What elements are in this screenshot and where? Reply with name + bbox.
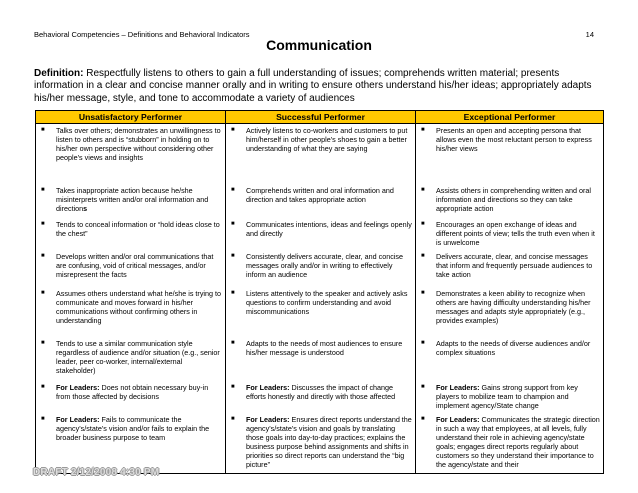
list-item — [229, 415, 412, 469]
list-item — [419, 186, 600, 213]
definition-paragraph — [34, 68, 604, 105]
cell-successful — [226, 218, 416, 250]
table-row — [36, 287, 604, 337]
bullet-icon: ■ — [421, 416, 425, 422]
table-row — [36, 381, 604, 413]
list-item — [229, 289, 412, 316]
cell-exceptional — [416, 413, 604, 474]
list-item — [419, 126, 600, 153]
bullet-icon: ■ — [421, 187, 425, 193]
bullet-icon: ■ — [231, 187, 235, 193]
cell-text — [436, 186, 600, 213]
indicator-text: Does not obtain necessary buy-in from those affected by decisions — [56, 383, 209, 401]
leaders-label: For Leaders: — [246, 383, 290, 392]
indicator-text: Tends to use a similar communication style regardless of audience and/or situation (e.g., senior leader, peer co-worker, internal/external stakeholder) — [56, 339, 220, 375]
bullet-icon: ■ — [41, 416, 45, 422]
indicator-text: Discusses the impact of change efforts honestly and directly with those affected — [246, 383, 396, 401]
list-item — [419, 289, 600, 325]
cell-text — [436, 252, 600, 279]
table-row — [36, 218, 604, 250]
list-item — [229, 339, 412, 357]
column-header-unsatisfactory: Unsatisfactory Performer — [36, 111, 226, 124]
list-item — [39, 186, 222, 213]
cell-unsatisfactory — [36, 124, 226, 185]
cell-unsatisfactory — [36, 413, 226, 474]
bullet-icon: ■ — [41, 253, 45, 259]
indicator-text: Presents an open and accepting persona that allows even the most reluctant person to express his/her views — [436, 126, 592, 153]
indicator-text: Ensures direct reports understand the agency’s/state’s vision and goals by translating those goals into day-to-day practices; explains the business purpose behind assignments and shifts in priorities so direct reports can understand the “big picture” — [246, 415, 412, 469]
cell-text — [246, 289, 412, 316]
bullet-icon: ■ — [41, 340, 45, 346]
cell-text — [436, 383, 600, 410]
cell-exceptional — [416, 124, 604, 185]
bullet-icon: ■ — [421, 221, 425, 227]
bullet-icon: ■ — [41, 384, 45, 390]
indicator-text: Tends to conceal information or “hold ideas close to the chest” — [56, 220, 220, 238]
list-item — [39, 252, 222, 279]
cell-exceptional — [416, 381, 604, 413]
column-header-successful: Successful Performer — [226, 111, 416, 124]
cell-text — [56, 383, 222, 401]
bullet-icon: ■ — [421, 384, 425, 390]
list-item — [419, 220, 600, 247]
indicator-text: Delivers accurate, clear, and concise messages that inform and frequently persuade audiences to take action — [436, 252, 593, 279]
list-item — [229, 186, 412, 204]
list-item — [39, 339, 222, 375]
indicator-text: Assumes others understand what he/she is trying to communicate and moves forward in his/her communications without confirming others in understanding — [56, 289, 222, 325]
indicator-text: Adapts to the needs of diverse audiences and/or complex situations — [436, 339, 591, 357]
table-row — [36, 184, 604, 218]
bullet-icon: ■ — [231, 127, 235, 133]
header-title: Behavioral Competencies – Definitions and Behavioral Indicators — [34, 30, 250, 39]
cell-text — [56, 339, 222, 375]
list-item — [229, 126, 412, 153]
indicator-text: Assists others in comprehending written and oral information and directions so they can take appropriate action — [436, 186, 592, 213]
cell-text — [56, 220, 222, 238]
indicator-text: Comprehends written and oral information and direction and takes appropriate action — [246, 186, 394, 204]
cell-unsatisfactory — [36, 381, 226, 413]
cell-unsatisfactory — [36, 218, 226, 250]
indicator-text: Actively listens to co-workers and customers to put him/herself in other people’s shoes to gain a better understanding of what they are saying — [246, 126, 408, 153]
list-item — [419, 252, 600, 279]
indicator-text: Gains strong support from key players to mobilize team to champion and implement agency/State change — [436, 383, 578, 410]
table-row — [36, 413, 604, 474]
list-item — [39, 415, 222, 442]
cell-successful — [226, 381, 416, 413]
cell-unsatisfactory — [36, 337, 226, 381]
list-item — [419, 339, 600, 357]
cell-text — [436, 415, 600, 469]
bullet-icon: ■ — [231, 290, 235, 296]
bullet-icon: ■ — [421, 340, 425, 346]
cell-successful — [226, 124, 416, 185]
cell-text — [56, 289, 222, 325]
list-item — [39, 289, 222, 325]
list-item — [419, 415, 600, 469]
bullet-icon: ■ — [421, 127, 425, 133]
leaders-label: For Leaders: — [436, 415, 480, 424]
cell-text — [436, 126, 600, 153]
list-item — [39, 383, 222, 401]
cell-successful — [226, 287, 416, 337]
cell-text — [246, 126, 412, 153]
leaders-label: For Leaders: — [56, 415, 100, 424]
cell-unsatisfactory — [36, 287, 226, 337]
cell-text — [246, 415, 412, 469]
list-item — [419, 383, 600, 410]
indicator-text: Fails to communicate the agency’s/state’s vision and/or fails to explain the broader business purpose to team — [56, 415, 210, 442]
definition-text: Respectfully listens to others to gain a full understanding of issues; comprehends written material; presents information in a clear and concise manner orally and in writing to ensure others understand his/her ideas; appropriately adapts his/her message, style, and tone to accommodate a variety of audiences — [34, 68, 592, 104]
cell-text — [246, 252, 412, 279]
cell-text — [246, 186, 412, 204]
indicator-text: Talks over others; demonstrates an unwillingness to listen to others and is “stubborn” in holding on to his/her own perspective without considering other people’s views and insights — [56, 126, 221, 162]
cell-unsatisfactory — [36, 250, 226, 287]
page-number: 14 — [585, 30, 594, 39]
table-row — [36, 124, 604, 185]
column-header-exceptional: Exceptional Performer — [416, 111, 604, 124]
table-row — [36, 337, 604, 381]
cell-text — [246, 383, 412, 401]
cell-unsatisfactory — [36, 184, 226, 218]
indicator-text: Develops written and/or oral communications that are confusing, void of critical messages, and/or misrepresent the facts — [56, 252, 214, 279]
cell-successful — [226, 250, 416, 287]
bullet-icon: ■ — [231, 416, 235, 422]
list-item — [39, 220, 222, 238]
bullet-icon: ■ — [421, 253, 425, 259]
indicator-text: Encourages an open exchange of ideas and different points of view; tells the truth even when it is unwelcome — [436, 220, 595, 247]
table-header-row — [36, 111, 604, 124]
leaders-label: For Leaders: — [56, 383, 100, 392]
indicator-text-tail: s — [83, 204, 88, 213]
bullet-icon: ■ — [231, 384, 235, 390]
leaders-label: For Leaders: — [246, 415, 290, 424]
list-item — [229, 252, 412, 279]
cell-text — [246, 339, 412, 357]
indicator-text: Communicates intentions, ideas and feelings openly and directly — [246, 220, 412, 238]
bullet-icon: ■ — [421, 290, 425, 296]
indicator-text: Listens attentively to the speaker and actively asks questions to confirm understanding and avoid miscommunications — [246, 289, 408, 316]
cell-text — [436, 289, 600, 325]
cell-exceptional — [416, 250, 604, 287]
cell-successful — [226, 184, 416, 218]
bullet-icon: ■ — [231, 253, 235, 259]
indicator-text: Consistently delivers accurate, clear, and concise messages orally and/or in writing to effectively inform an audience — [246, 252, 404, 279]
leaders-label: For Leaders: — [436, 383, 480, 392]
table-row — [36, 250, 604, 287]
bullet-icon: ■ — [41, 221, 45, 227]
list-item — [39, 126, 222, 162]
indicator-text: Takes inappropriate action because he/she misinterprets written and/or oral information and direction — [56, 186, 209, 213]
bullet-icon: ■ — [41, 127, 45, 133]
cell-text — [436, 339, 600, 357]
cell-exceptional — [416, 218, 604, 250]
cell-exceptional — [416, 337, 604, 381]
indicator-text: Communicates the strategic direction in such a way that employees, at all levels, fully understand their role in achieving agency/state goals; engages direct reports regularly about customers so they understand their importance to the agency/state and their — [436, 415, 600, 469]
cell-text — [56, 186, 222, 213]
cell-text — [56, 252, 222, 279]
cell-successful — [226, 337, 416, 381]
indicator-text: Adapts to the needs of most audiences to ensure his/her message is understood — [246, 339, 403, 357]
bullet-icon: ■ — [231, 221, 235, 227]
bullet-icon: ■ — [41, 187, 45, 193]
list-item — [229, 220, 412, 238]
bullet-icon: ■ — [41, 290, 45, 296]
cell-text — [436, 220, 600, 247]
draft-watermark: DRAFT 2/12/2008 4:30 PM — [33, 467, 160, 478]
cell-text — [246, 220, 412, 238]
cell-text — [56, 126, 222, 162]
cell-successful — [226, 413, 416, 474]
competency-table — [35, 110, 604, 474]
page-title: Communication — [266, 37, 372, 53]
definition-label: Definition: — [34, 68, 84, 79]
cell-exceptional — [416, 184, 604, 218]
indicator-text: Demonstrates a keen ability to recognize when others are having difficulty understanding his/her messages and adapts style appropriately (e.g., provides examples) — [436, 289, 591, 325]
list-item — [229, 383, 412, 401]
bullet-icon: ■ — [231, 340, 235, 346]
cell-exceptional — [416, 287, 604, 337]
cell-text — [56, 415, 222, 442]
